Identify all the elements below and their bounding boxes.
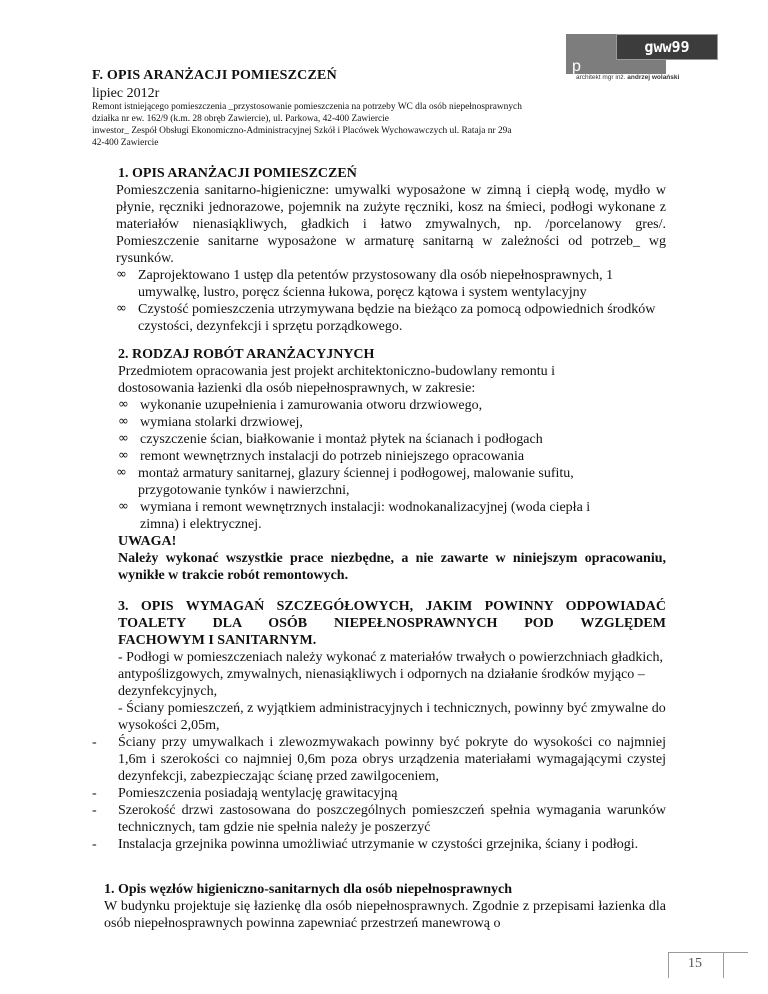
section3-item-1 xyxy=(92,734,666,785)
section2-heading: 2. RODZAJ ROBÓT ARANŻACYJNYCH xyxy=(118,347,375,362)
section2-intro-2: dostosowania łazienki dla osób niepełnosprawnych, w zakresie: xyxy=(118,381,476,396)
bullet-text: wykonanie uzupełnienia i zamurowania otworu drzwiowego, xyxy=(140,398,483,413)
item-text: Pomieszczenia posiadają wentylację grawitacyjną xyxy=(118,786,398,801)
bullet-text: Czystość pomieszczenia utrzymywana będzie na bieżąco za pomocą odpowiednich środków czystości, dezynfekcji i sprzętu porządkowego. xyxy=(138,302,656,334)
bullet-text: montaż armatury sanitarnej, glazury ściennej i podłogowej, malowanie sufitu, xyxy=(138,466,574,481)
bullet-icon: ∞ xyxy=(116,267,127,282)
logo-subtitle: architekt mgr inż. andrzej wolański xyxy=(576,74,680,81)
dash-marker: - xyxy=(92,803,97,818)
bullet-text: remont wewnętrznych instalacji do potrzeb niniejszego opracowania xyxy=(140,449,525,464)
dash-marker: - xyxy=(92,837,97,852)
section3-item-3 xyxy=(92,802,666,836)
section3-heading xyxy=(118,598,666,649)
section2-intro-1: Przedmiotem opracowania jest projekt architektoniczno-budowlany remontu i xyxy=(118,364,555,379)
section2-bullet-6-continuation: zimna) i elektrycznej. xyxy=(140,517,262,532)
logo-letter: p xyxy=(572,58,581,75)
company-logo xyxy=(566,34,718,84)
section2-bullet-2 xyxy=(118,414,303,431)
bullet-text: wymiana i remont wewnętrznych instalacji: wodnokanalizacyjnej (woda ciepła i xyxy=(140,500,591,515)
subsection-text: W budynku projektuje się łazienkę dla osób niepełnosprawnych. Zgodnie z przepisami łazienka dla osób niepełnosprawnych powinna zapewniać przestrzeń manewrową o xyxy=(104,899,666,931)
section2-bullet-6 xyxy=(118,499,590,516)
bullet-text: czyszczenie ścian, białkowanie i montaż płytek na ścianach i podłogach xyxy=(140,432,543,447)
item-text: Ściany przy umywalkach i zlewozmywakach powinny być pokryte do wysokości co najmniej 1,6m i szerokości co najmniej 0,6m poza obrys urządzenia materiałami wymagającymi czystej dezynfekcji, zabezpieczając ścianę przed zawilgoceniem, xyxy=(118,735,666,784)
header-line-2: działka nr ew. 162/9 (k.m. 28 obręb Zawiercie), ul. Parkowa, 42-400 Zawiercie xyxy=(92,114,389,124)
section2-bullet-5-continuation: przygotowanie tynków i nawierzchni, xyxy=(138,483,350,498)
bullet-icon: ∞ xyxy=(118,448,129,463)
section3-item-4 xyxy=(92,836,666,853)
section3-heading-line-2: TOALETY DLA OSÓB NIEPEŁNOSPRAWNYCH POD WZGLĘDEM xyxy=(118,616,666,631)
header-line-3: inwestor_ Zespół Obsługi Ekonomiczno-Administracyjnej Szkół i Placówek Wychowawczych ul. Rataja nr 29a xyxy=(92,126,512,136)
section1-bullet-2 xyxy=(116,301,666,335)
section2-bullet-4 xyxy=(118,448,524,465)
section1-paragraph: Pomieszczenia sanitarno-higieniczne: umywalki wyposażone w zimną i ciepłą wodę, mydło w płynie, ręczniki jednorazowe, pojemnik na zużyte ręczniki, kosz na śmieci, podłogi wykonane z materiałów nienasiąkliwych, gładkich i łatwo zmywalnych, np. /porcelanowy gres/. Pomieszczenie sanitarne wyposażone w armaturę sanitarną w zależności od potrzeb_ wg rysunków. xyxy=(116,183,666,266)
bullet-icon: ∞ xyxy=(118,431,129,446)
section3-dash-paragraph-1: - Podłogi w pomieszczeniach należy wykonać z materiałów trwałych o powierzchniach gładkich, antypoślizgowych, zmywalnych, nienasiąkliwych i odpornych na działanie środków myjąco – dezynfekcyjnych, xyxy=(118,650,664,699)
page-number: 15 xyxy=(688,956,702,971)
bullet-text: wymiana stolarki drzwiowej, xyxy=(140,415,303,430)
item-text: Szerokość drzwi zastosowana do poszczególnych pomieszczeń spełnia wymagania warunków technicznych, tam gdzie nie spełnia należy je poszerzyć xyxy=(118,803,666,835)
logo-wordmark: gww99 xyxy=(616,34,718,60)
section2-bullet-3 xyxy=(118,431,543,448)
section2-bullet-1 xyxy=(118,397,482,414)
section3-dash-paragraph-2: - Ściany pomieszczeń, z wyjątkiem administracyjnych i technicznych, powinny być zmywalne do wysokości 2,05m, xyxy=(118,701,666,733)
warning-text: Należy wykonać wszystkie prace niezbędne, a nie zawarte w niniejszym opracowaniu, wynikłe w trakcie robót remontowych. xyxy=(118,551,666,583)
section3-heading-line-1: 3. OPIS WYMAGAŃ SZCZEGÓŁOWYCH, JAKIM POWINNY ODPOWIADAĆ xyxy=(118,599,666,614)
header-line-4: 42-400 Zawiercie xyxy=(92,138,159,148)
document-title: F. OPIS ARANŻACJI POMIESZCZEŃ xyxy=(92,68,337,83)
section2-bullet-5 xyxy=(116,465,574,482)
subsection-heading: 1. Opis węzłów higieniczno-sanitarnych dla osób niepełnosprawnych xyxy=(104,882,512,897)
header-line-1: Remont istniejącego pomieszczenia _przystosowanie pomieszczenia na potrzeby WC dla osób niepełnosprawnych xyxy=(92,102,522,112)
section3-heading-line-3: FACHOWYM I SANITARNYM. xyxy=(118,633,317,648)
bullet-text: Zaprojektowano 1 ustęp dla petentów przystosowany dla osób niepełnosprawnych, 1 umywalkę, lustro, poręcz ścienna łukowa, poręcz kątowa i system wentylacyjny xyxy=(138,268,614,300)
bullet-icon: ∞ xyxy=(118,414,129,429)
bullet-icon: ∞ xyxy=(116,465,127,480)
bullet-icon: ∞ xyxy=(118,499,129,514)
bullet-icon: ∞ xyxy=(116,301,127,316)
warning-title: UWAGA! xyxy=(118,534,177,549)
section3-item-2 xyxy=(92,785,666,802)
dash-marker: - xyxy=(92,735,97,750)
item-text: Instalacja grzejnika powinna umożliwiać utrzymanie w czystości grzejnika, ściany i podłogi. xyxy=(118,837,639,852)
section1-bullet-1 xyxy=(116,267,666,301)
section1-heading: 1. OPIS ARANŻACJI POMIESZCZEŃ xyxy=(118,166,357,181)
dash-marker: - xyxy=(92,786,97,801)
bullet-icon: ∞ xyxy=(118,397,129,412)
document-date: lipiec 2012r xyxy=(92,86,160,101)
